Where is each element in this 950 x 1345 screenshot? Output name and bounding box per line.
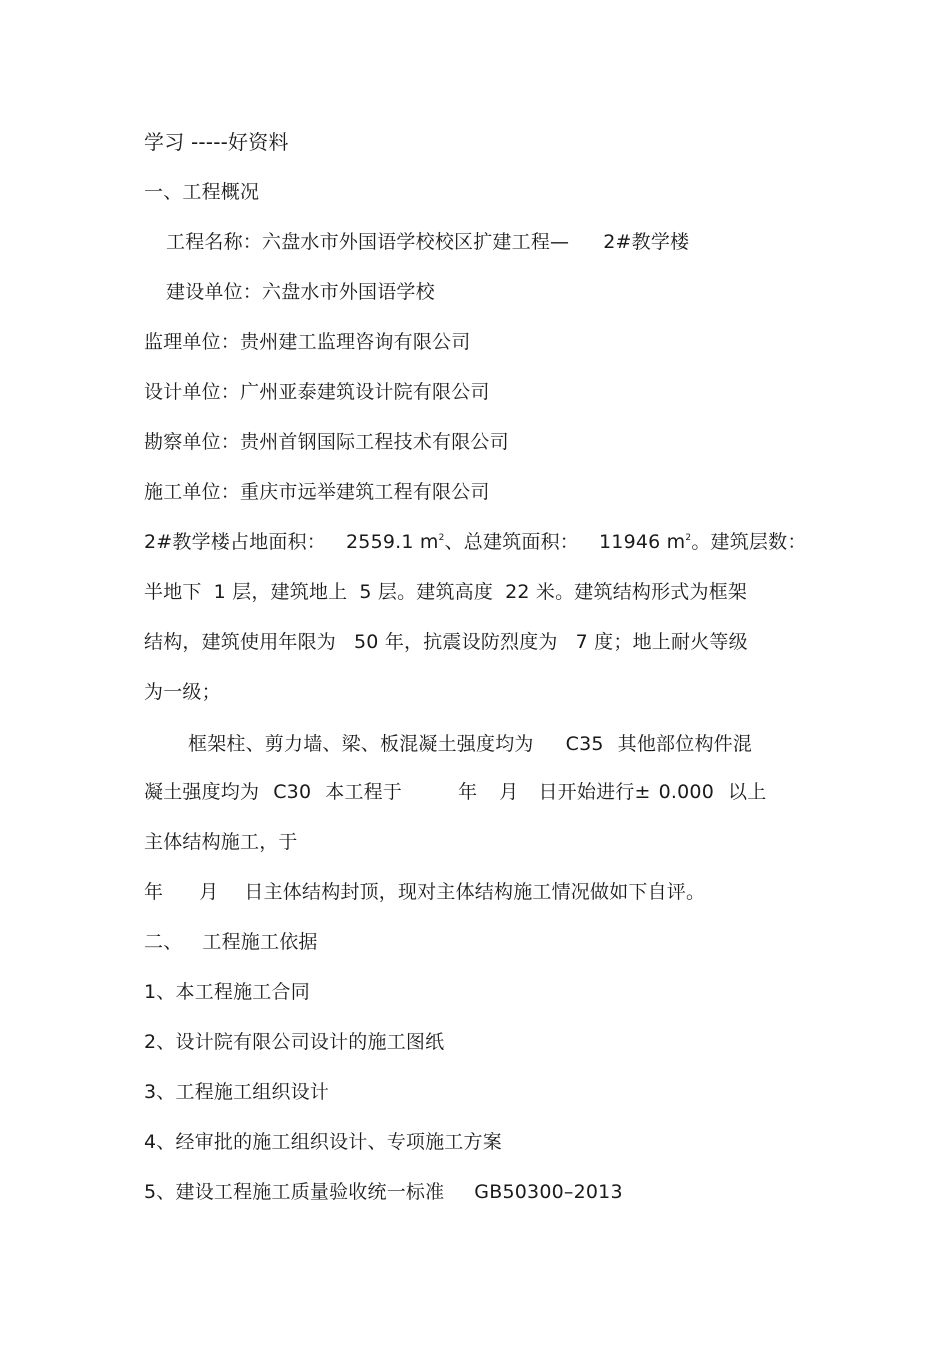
floor-area-label: 2#教学楼占地面积： bbox=[144, 531, 327, 553]
basis-item-3: 3、工程施工组织设计 bbox=[144, 1081, 330, 1103]
basis-item-2: 2、设计院有限公司设计的施工图纸 bbox=[144, 1031, 445, 1053]
above-text: 以上 bbox=[728, 781, 767, 803]
topping-year: 年 bbox=[144, 881, 164, 903]
start-day-text: 日开始进行± bbox=[538, 781, 651, 803]
project-name-suffix: 2#教学楼 bbox=[603, 231, 690, 253]
above-ground-floors: 5 层。建筑高度 bbox=[359, 581, 494, 603]
basis-item-5-text: 5、建设工程施工质量验收统一标准 bbox=[144, 1181, 445, 1203]
basis-item-4: 4、经审批的施工组织设计、专项施工方案 bbox=[144, 1131, 502, 1153]
basis-item-1: 1、本工程施工合同 bbox=[144, 981, 310, 1003]
concrete-grade-label-2: 凝土强度均为 bbox=[144, 781, 260, 803]
para2-line3: 主体结构施工，于 bbox=[144, 831, 298, 853]
designer-value: 广州亚泰建筑设计院有限公司 bbox=[240, 381, 490, 403]
contractor-value: 重庆市远举建筑工程有限公司 bbox=[240, 481, 490, 503]
section-1-heading: 一、工程概况 bbox=[144, 181, 260, 203]
builder-line bbox=[166, 279, 435, 305]
seismic-fire-rating: 7 度；地上耐火等级 bbox=[575, 631, 748, 653]
supervisor-label: 监理单位： bbox=[144, 331, 241, 353]
project-name-label: 工程名称： bbox=[166, 231, 263, 253]
supervisor-line bbox=[144, 329, 470, 355]
designer-line bbox=[144, 379, 490, 405]
contractor-line bbox=[144, 479, 490, 505]
standard-dash: – bbox=[563, 1181, 574, 1203]
supervisor-value: 贵州建工监理咨询有限公司 bbox=[240, 331, 471, 353]
para1-line1 bbox=[144, 529, 807, 555]
total-area-value: 11946 m bbox=[599, 531, 686, 553]
start-month: 月 bbox=[499, 781, 519, 803]
start-date-label: 本工程于 bbox=[325, 781, 403, 803]
standard-year: 2013 bbox=[573, 1181, 623, 1203]
surveyor-line bbox=[144, 429, 509, 455]
para1-line4: 为一级； bbox=[144, 681, 221, 703]
designer-label: 设计单位： bbox=[144, 381, 241, 403]
concrete-grade-c35: C35 bbox=[565, 733, 604, 755]
basis-item-5 bbox=[144, 1179, 623, 1205]
page-header: 学习 -----好资料 bbox=[144, 130, 289, 154]
standard-code: GB50300 bbox=[474, 1181, 564, 1203]
surveyor-value: 贵州首钢国际工程技术有限公司 bbox=[240, 431, 509, 453]
floor-area-unit-sup: 2 bbox=[438, 533, 445, 543]
topping-month: 月 bbox=[199, 881, 219, 903]
building-height: 22 米。建筑结构形式为框架 bbox=[505, 581, 748, 603]
topping-text: 日主体结构封顶，现对主体结构施工情况做如下自评。 bbox=[244, 881, 706, 903]
service-life-label: 结构，建筑使用年限为 bbox=[144, 631, 337, 653]
para1-line3 bbox=[144, 629, 748, 655]
project-name-value: 六盘水市外国语学校校区扩建工程— bbox=[262, 231, 570, 253]
para2-line1 bbox=[188, 731, 752, 757]
total-area-label: 、总建筑面积： bbox=[444, 531, 579, 553]
concrete-grade-c30: C30 bbox=[273, 781, 312, 803]
start-year: 年 bbox=[458, 781, 478, 803]
builder-value: 六盘水市外国语学校 bbox=[262, 281, 435, 303]
other-components-text: 其他部位构件混 bbox=[617, 733, 753, 755]
project-name-line bbox=[166, 229, 689, 255]
builder-label: 建设单位： bbox=[166, 281, 263, 303]
basement-text: 半地下 bbox=[144, 581, 202, 603]
total-area-unit-sup: 2 bbox=[685, 533, 692, 543]
concrete-grade-label: 框架柱、剪力墙、梁、板混凝土强度均为 bbox=[188, 733, 534, 755]
floors-label: 。建筑层数： bbox=[691, 531, 807, 553]
para1-line2 bbox=[144, 579, 747, 605]
surveyor-label: 勘察单位： bbox=[144, 431, 241, 453]
section-2-title: 工程施工依据 bbox=[202, 931, 318, 953]
contractor-label: 施工单位： bbox=[144, 481, 241, 503]
section-2-number: 二、 bbox=[144, 931, 183, 953]
floor-area-value: 2559.1 m bbox=[346, 531, 439, 553]
para2-line4 bbox=[144, 879, 705, 905]
elevation-value: 0.000 bbox=[658, 781, 714, 803]
basement-floors: 1 层，建筑地上 bbox=[213, 581, 348, 603]
service-life-value: 50 年，抗震设防烈度为 bbox=[354, 631, 558, 653]
para2-line2 bbox=[144, 779, 766, 805]
section-2-heading bbox=[144, 929, 318, 955]
